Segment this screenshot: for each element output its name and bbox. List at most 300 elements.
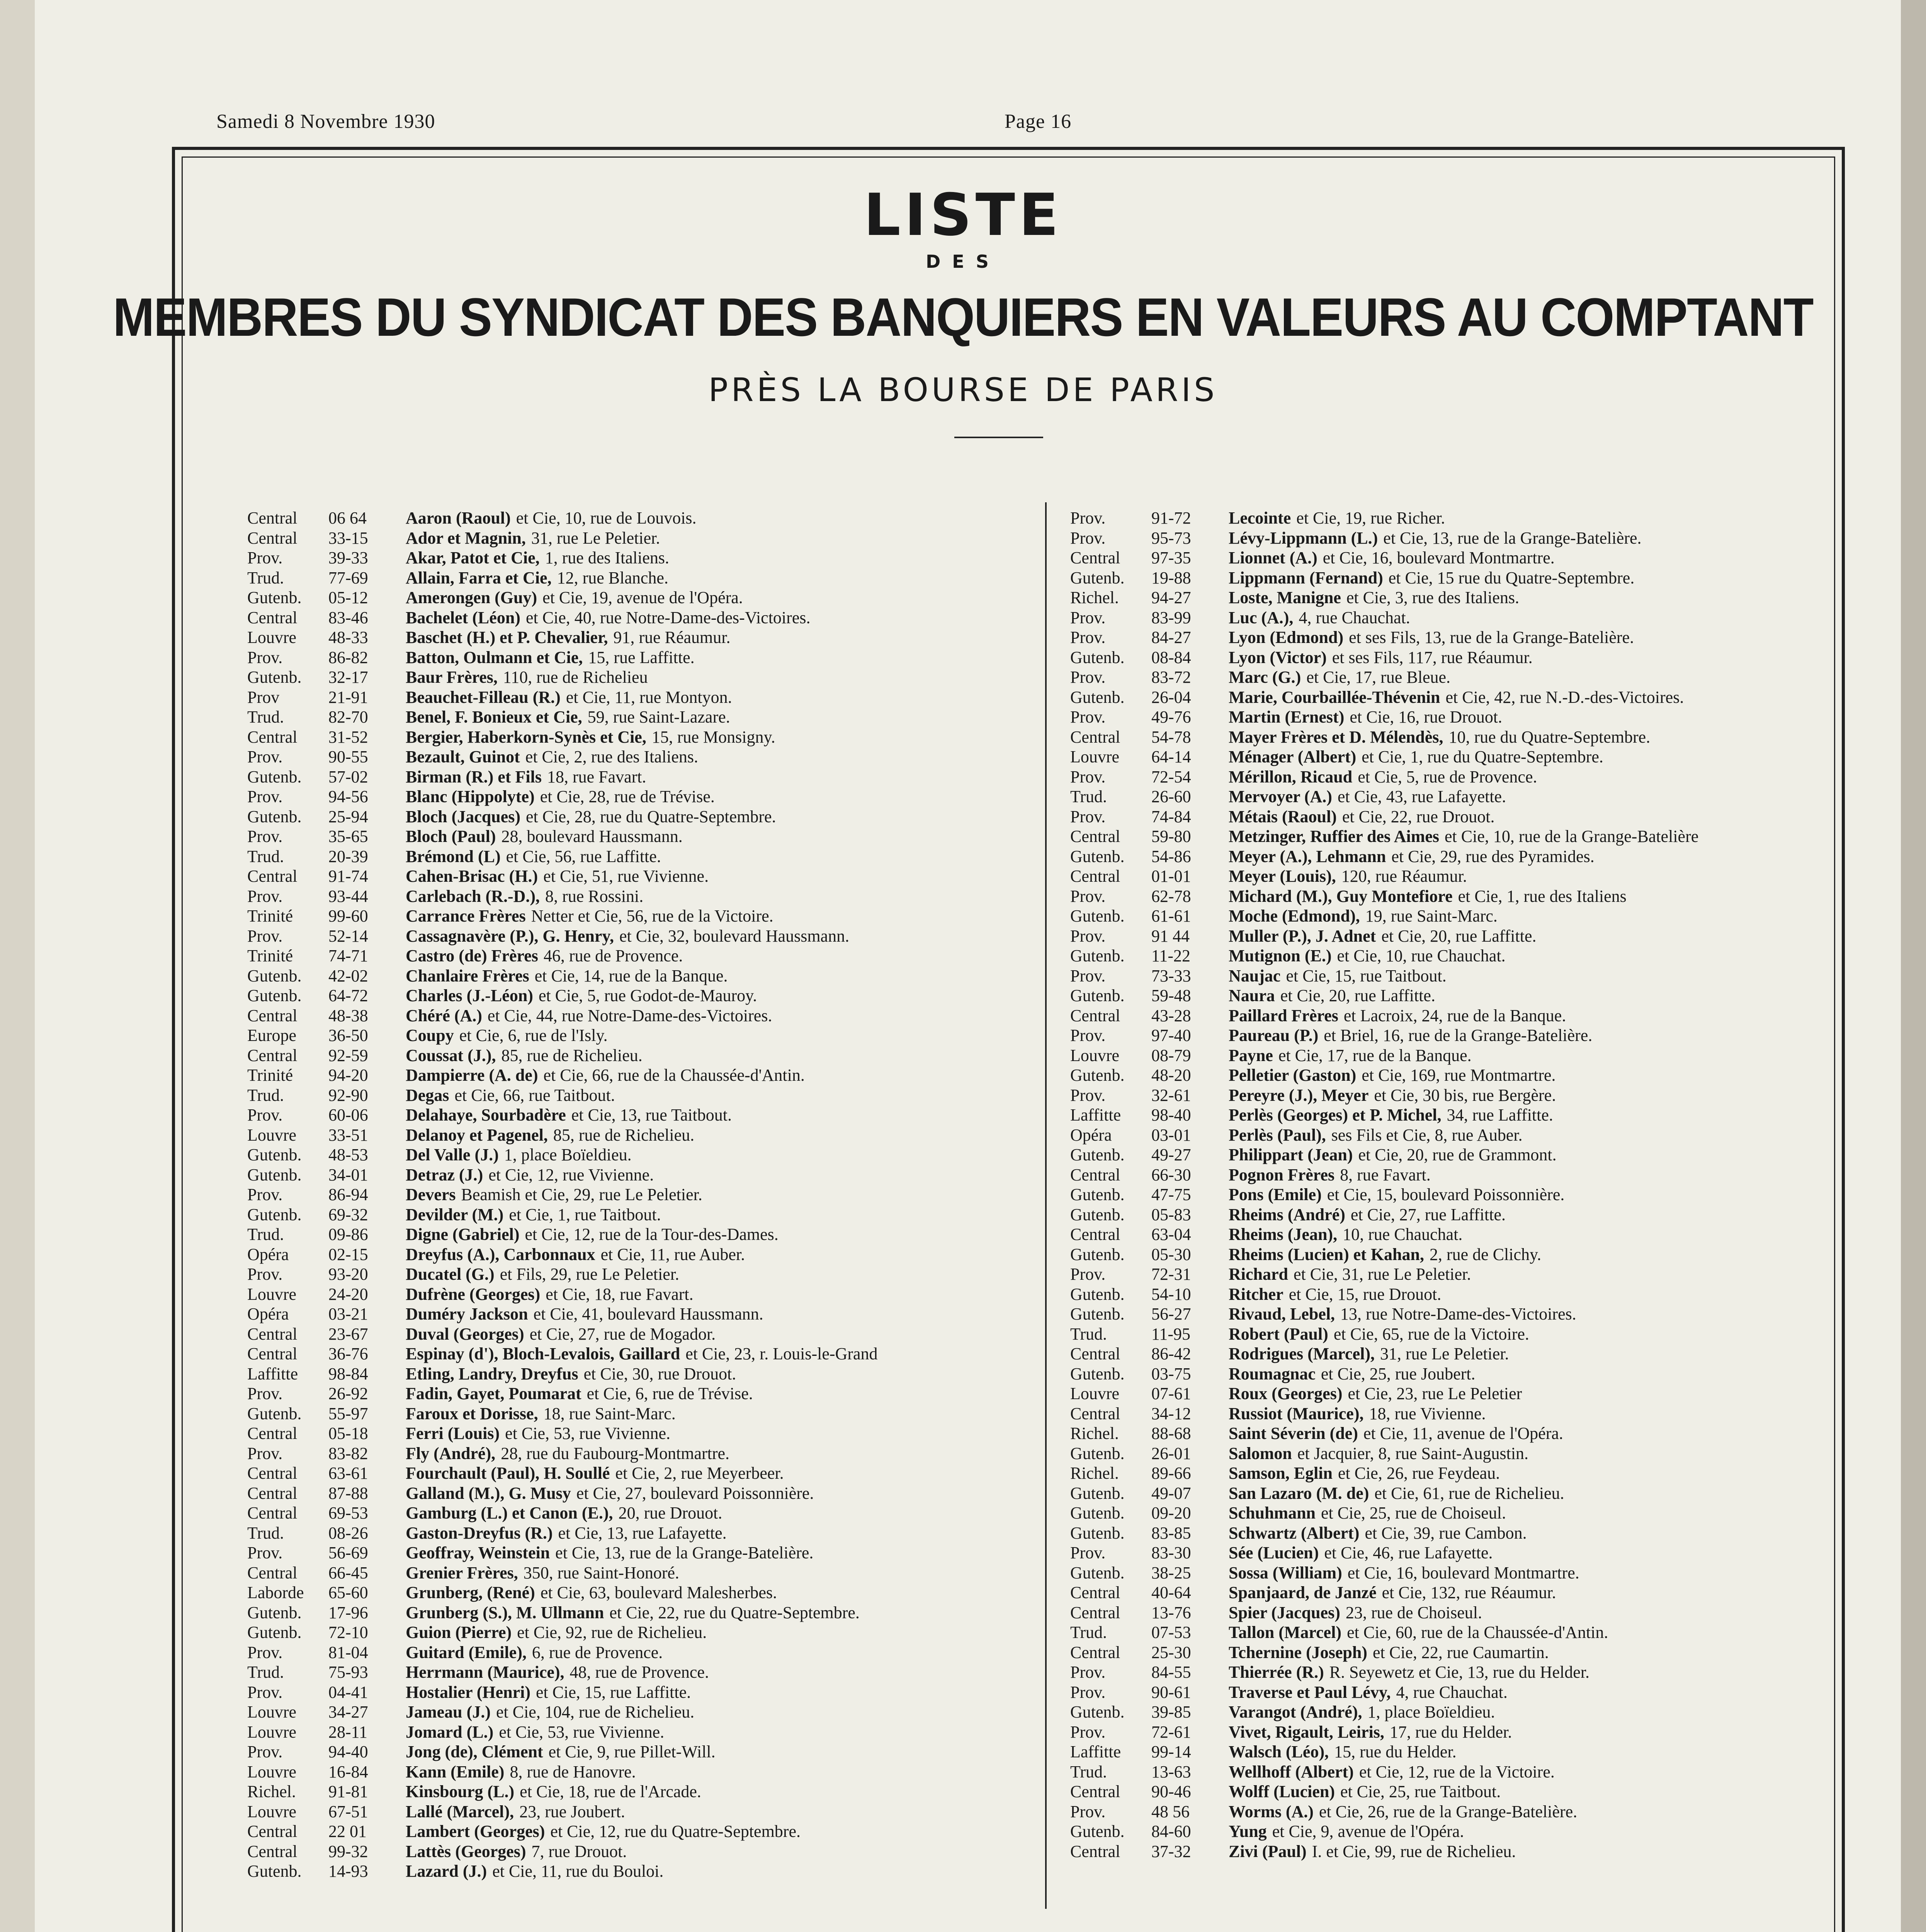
member-address: et Cie, 9, avenue de l'Opéra. xyxy=(1272,1822,1464,1841)
member-address: et Cie, 28, rue de Trévise. xyxy=(540,787,715,806)
phone-number: 09-20 xyxy=(1151,1503,1191,1522)
member-address: et Cie, 104, rue de Richelieu. xyxy=(496,1702,695,1721)
exchange: Laffitte xyxy=(1070,1742,1121,1761)
phone-number: 05-18 xyxy=(328,1424,368,1443)
exchange: Prov. xyxy=(247,926,283,946)
exchange: Gutenb. xyxy=(247,966,302,985)
member-address: Beamish et Cie, 29, rue Le Peletier. xyxy=(461,1185,702,1204)
member-name: Schwartz (Albert) xyxy=(1229,1523,1360,1543)
member-address: 350, rue Saint-Honoré. xyxy=(523,1563,680,1582)
phone-number: 77-69 xyxy=(328,568,368,587)
phone-number: 66-30 xyxy=(1151,1165,1191,1184)
phone-number: 86-42 xyxy=(1151,1344,1191,1363)
exchange: Prov. xyxy=(1070,707,1106,726)
member-address: et Cie, 42, rue N.-D.-des-Victoires. xyxy=(1445,687,1684,707)
member-address: 15, rue Laffitte. xyxy=(588,648,695,667)
member-address: et Cie, 13, rue Lafayette. xyxy=(558,1523,727,1543)
phone-number: 11-95 xyxy=(1151,1324,1191,1344)
member-address: et Cie, 12, rue Vivienne. xyxy=(488,1165,654,1184)
member-row xyxy=(247,1384,878,1404)
phone-number: 59-48 xyxy=(1151,986,1191,1005)
member-name: San Lazaro (M. de) xyxy=(1229,1483,1369,1503)
exchange: Laffitte xyxy=(1070,1105,1121,1124)
member-address: 1, place Boïeldieu. xyxy=(1367,1702,1495,1721)
member-name: Naujac xyxy=(1229,966,1281,985)
exchange: Trud. xyxy=(1070,1324,1107,1344)
member-row xyxy=(247,1125,878,1145)
exchange: Central xyxy=(247,1424,297,1443)
member-row xyxy=(1070,1225,1698,1245)
phone-number: 03-21 xyxy=(328,1304,368,1323)
member-name: Métais (Raoul) xyxy=(1229,807,1337,826)
member-address: Netter et Cie, 56, rue de la Victoire. xyxy=(531,906,773,925)
member-address: et Cie, 27, rue de Mogador. xyxy=(529,1324,716,1344)
member-name: Rheims (André) xyxy=(1229,1205,1345,1224)
member-row xyxy=(1070,886,1698,906)
exchange: Gutenb. xyxy=(1070,1245,1125,1264)
phone-number: 39-85 xyxy=(1151,1702,1191,1721)
phone-number: 23-67 xyxy=(328,1324,368,1344)
member-address: et Cie, 169, rue Montmartre. xyxy=(1362,1066,1556,1085)
exchange: Central xyxy=(1070,1006,1120,1025)
member-name: Rheims (Lucien) et Kahan, xyxy=(1229,1245,1424,1264)
member-name: Salomon xyxy=(1229,1444,1292,1463)
exchange: Prov. xyxy=(1070,767,1106,786)
phone-number: 42-02 xyxy=(328,966,368,985)
member-address: et Cie, 1, rue Taitbout. xyxy=(509,1205,661,1224)
exchange: Prov. xyxy=(247,1384,283,1403)
exchange: Trud. xyxy=(247,847,284,866)
exchange: Central xyxy=(247,1464,297,1483)
exchange: Central xyxy=(247,727,297,747)
member-address: et Cie, 15, boulevard Poissonnière. xyxy=(1327,1185,1565,1204)
member-row xyxy=(247,1762,878,1782)
phone-number: 49-27 xyxy=(1151,1145,1191,1164)
exchange: Gutenb. xyxy=(1070,986,1125,1005)
title-main: MEMBRES DU SYNDICAT DES BANQUIERS EN VALEURS AU COMPTANT xyxy=(113,287,1813,347)
member-name: Chéré (A.) xyxy=(406,1006,482,1025)
member-address: 46, rue de Provence. xyxy=(543,946,683,965)
phone-number: 05-30 xyxy=(1151,1245,1191,1264)
member-address: 85, rue de Richelieu. xyxy=(501,1046,643,1065)
member-row xyxy=(247,1643,878,1663)
exchange: Gutenb. xyxy=(1070,946,1125,965)
member-name: Perlès (Paul), xyxy=(1229,1125,1326,1145)
phone-number: 72-61 xyxy=(1151,1722,1191,1742)
member-row xyxy=(247,1861,878,1881)
member-name: Mérillon, Ricaud xyxy=(1229,767,1353,786)
phone-number: 03-75 xyxy=(1151,1364,1191,1383)
member-row xyxy=(1070,1423,1698,1444)
member-row xyxy=(1070,1643,1698,1663)
member-row xyxy=(1070,1304,1698,1324)
member-name: Marc (G.) xyxy=(1229,668,1301,687)
member-address: et Cie, 2, rue des Italiens. xyxy=(525,747,698,766)
member-address: 1, rue des Italiens. xyxy=(545,548,669,567)
member-address: 23, rue Joubert. xyxy=(519,1802,625,1821)
member-address: et Cie, 17, rue Bleue. xyxy=(1306,668,1450,687)
phone-number: 17-96 xyxy=(328,1603,368,1622)
member-name: Galland (M.), G. Musy xyxy=(406,1483,571,1503)
exchange: Gutenb. xyxy=(247,1623,302,1642)
phone-number: 63-04 xyxy=(1151,1225,1191,1244)
exchange: Gutenb. xyxy=(1070,1822,1125,1841)
member-address: 28, boulevard Haussmann. xyxy=(501,827,683,846)
member-row xyxy=(247,1344,878,1364)
phone-number: 97-35 xyxy=(1151,548,1191,567)
member-name: Faroux et Dorisse, xyxy=(406,1404,538,1423)
member-row xyxy=(1070,1205,1698,1225)
exchange: Opéra xyxy=(247,1304,289,1323)
member-row xyxy=(1070,1264,1698,1284)
phone-number: 75-93 xyxy=(328,1663,368,1682)
member-address: et Cie, 66, rue de la Chaussée-d'Antin. xyxy=(543,1066,805,1085)
exchange: Trud. xyxy=(247,1523,284,1543)
phone-number: 98-40 xyxy=(1151,1105,1191,1124)
member-address: et Cie, 15 rue du Quatre-Septembre. xyxy=(1388,568,1635,587)
member-row xyxy=(1070,1583,1698,1603)
member-row xyxy=(247,926,878,946)
member-row xyxy=(1070,767,1698,787)
member-address: et Cie, 22, rue Drouot. xyxy=(1342,807,1495,826)
exchange: Prov. xyxy=(1070,668,1106,687)
member-name: Espinay (d'), Bloch-Levalois, Gaillard xyxy=(406,1344,680,1363)
member-row xyxy=(1070,847,1698,867)
member-row xyxy=(1070,1026,1698,1046)
column-divider xyxy=(1045,502,1047,1909)
exchange: Prov. xyxy=(1070,807,1106,826)
exchange: Prov. xyxy=(247,1682,283,1702)
exchange: Gutenb. xyxy=(1070,1503,1125,1522)
member-name: Lattès (Georges) xyxy=(406,1842,526,1861)
member-address: et Cie, 13, rue de la Grange-Batelière. xyxy=(555,1543,814,1562)
member-name: Lippmann (Fernand) xyxy=(1229,568,1383,587)
member-row xyxy=(247,787,878,807)
exchange: Central xyxy=(1070,727,1120,747)
exchange: Central xyxy=(1070,1782,1120,1801)
member-address: et Cie, 25, rue Joubert. xyxy=(1321,1364,1476,1383)
member-name: Devilder (M.) xyxy=(406,1205,504,1224)
phone-number: 90-46 xyxy=(1151,1782,1191,1801)
phone-number: 82-70 xyxy=(328,707,368,726)
phone-number: 14-93 xyxy=(328,1862,368,1881)
member-name: Loste, Manigne xyxy=(1229,588,1341,607)
exchange: Gutenb. xyxy=(1070,1563,1125,1582)
member-name: Yung xyxy=(1229,1822,1267,1841)
exchange: Central xyxy=(247,608,297,627)
exchange: Gutenb. xyxy=(1070,906,1125,925)
member-name: Marie, Courbaillée-Thévenin xyxy=(1229,687,1440,707)
member-name: Fourchault (Paul), H. Soullé xyxy=(406,1464,610,1483)
member-address: 91, rue Réaumur. xyxy=(613,628,731,647)
member-name: Payne xyxy=(1229,1046,1273,1065)
member-name: Cassagnavère (P.), G. Henry, xyxy=(406,926,614,946)
member-name: Guion (Pierre) xyxy=(406,1623,512,1642)
member-name: Russiot (Maurice), xyxy=(1229,1404,1364,1423)
member-row xyxy=(1070,807,1698,827)
exchange: Prov. xyxy=(247,886,283,906)
member-row xyxy=(1070,1384,1698,1404)
member-name: Batton, Oulmann et Cie, xyxy=(406,648,583,667)
exchange: Gutenb. xyxy=(1070,1284,1125,1304)
member-name: Meyer (Louis), xyxy=(1229,867,1336,886)
phone-number: 40-64 xyxy=(1151,1583,1191,1602)
exchange: Central xyxy=(1070,1344,1120,1363)
phone-number: 66-45 xyxy=(328,1563,368,1582)
exchange: Gutenb. xyxy=(247,1404,302,1423)
member-row xyxy=(1070,1722,1698,1742)
phone-number: 37-32 xyxy=(1151,1842,1191,1861)
member-name: Rivaud, Lebel, xyxy=(1229,1304,1335,1323)
exchange: Richel. xyxy=(1070,1464,1119,1483)
phone-number: 88-68 xyxy=(1151,1424,1191,1443)
exchange: Gutenb. xyxy=(1070,1304,1125,1323)
member-row xyxy=(247,588,878,608)
member-name: Herrmann (Maurice), xyxy=(406,1663,564,1682)
phone-number: 56-27 xyxy=(1151,1304,1191,1323)
member-row xyxy=(247,1185,878,1205)
member-name: Paillard Frères xyxy=(1229,1006,1338,1025)
exchange: Trud. xyxy=(1070,1623,1107,1642)
phone-number: 26-92 xyxy=(328,1384,368,1403)
member-row xyxy=(1070,608,1698,628)
phone-number: 25-94 xyxy=(328,807,368,826)
member-address: et Fils, 29, rue Le Peletier. xyxy=(500,1265,680,1284)
exchange: Central xyxy=(1070,1842,1120,1861)
member-address: 12, rue Blanche. xyxy=(557,568,668,587)
member-name: Benel, F. Bonieux et Cie, xyxy=(406,707,582,726)
exchange: Gutenb. xyxy=(247,986,302,1005)
exchange: Gutenb. xyxy=(1070,1205,1125,1224)
member-name: Naura xyxy=(1229,986,1275,1005)
exchange: Richel. xyxy=(1070,1424,1119,1443)
phone-number: 26-60 xyxy=(1151,787,1191,806)
exchange: Europe xyxy=(247,1026,297,1045)
exchange: Prov. xyxy=(1070,1265,1106,1284)
member-address: et Cie, 22, rue Caumartin. xyxy=(1372,1643,1549,1662)
member-name: Richard xyxy=(1229,1265,1288,1284)
exchange: Trud. xyxy=(247,1225,284,1244)
member-address: et Cie, 30, rue Drouot. xyxy=(583,1364,736,1383)
member-name: Gamburg (L.) et Canon (E.), xyxy=(406,1503,613,1522)
member-address: et Cie, 13, rue Taitbout. xyxy=(571,1105,732,1124)
member-row xyxy=(247,966,878,986)
phone-number: 65-60 xyxy=(328,1583,368,1602)
member-row xyxy=(247,1821,878,1842)
phone-number: 54-10 xyxy=(1151,1284,1191,1304)
exchange: Prov. xyxy=(247,787,283,806)
member-address: 110, rue de Richelieu xyxy=(503,668,648,687)
exchange: Gutenb. xyxy=(247,807,302,826)
exchange: Louvre xyxy=(247,1722,297,1742)
member-address: et Cie, 11, rue Auber. xyxy=(600,1245,745,1264)
member-address: et Cie, 26, rue de la Grange-Batelière. xyxy=(1319,1802,1578,1821)
member-name: Martin (Ernest) xyxy=(1229,707,1345,726)
exchange: Laborde xyxy=(247,1583,304,1602)
member-name: Jomard (L.) xyxy=(406,1722,494,1742)
member-address: et Jacquier, 8, rue Saint-Augustin. xyxy=(1297,1444,1529,1463)
exchange: Prov. xyxy=(1070,1543,1106,1562)
member-name: Brémond (L) xyxy=(406,847,501,866)
phone-number: 99-32 xyxy=(328,1842,368,1861)
member-address: et Cie, 25, rue de Choiseul. xyxy=(1321,1503,1506,1522)
member-row xyxy=(1070,1503,1698,1523)
member-address: et Cie, 11, rue Montyon. xyxy=(566,687,732,707)
member-row xyxy=(1070,568,1698,588)
member-name: Thierrée (R.) xyxy=(1229,1663,1324,1682)
member-row xyxy=(1070,548,1698,568)
member-row xyxy=(1070,1324,1698,1344)
exchange: Louvre xyxy=(1070,747,1120,766)
member-row xyxy=(247,807,878,827)
member-row xyxy=(1070,1085,1698,1105)
exchange: Louvre xyxy=(247,1762,297,1781)
exchange: Prov. xyxy=(1070,1085,1106,1105)
phone-number: 83-85 xyxy=(1151,1523,1191,1543)
phone-number: 92-59 xyxy=(328,1046,368,1065)
exchange: Central xyxy=(247,509,297,527)
member-name: Pons (Emile) xyxy=(1229,1185,1322,1204)
title-des: DES xyxy=(926,251,1000,272)
member-name: Lionnet (A.) xyxy=(1229,548,1317,567)
member-row xyxy=(247,1423,878,1444)
exchange: Gutenb. xyxy=(1070,1185,1125,1204)
exchange: Trud. xyxy=(247,568,284,587)
member-row xyxy=(247,1225,878,1245)
exchange: Central xyxy=(1070,1225,1120,1244)
member-row xyxy=(247,1264,878,1284)
phone-number: 48 56 xyxy=(1151,1802,1190,1821)
member-name: Baschet (H.) et P. Chevalier, xyxy=(406,628,608,647)
phone-number: 06 64 xyxy=(328,509,367,527)
exchange: Prov. xyxy=(1070,1026,1106,1045)
phone-number: 08-79 xyxy=(1151,1046,1191,1065)
member-address: et Cie, 51, rue Vivienne. xyxy=(543,867,709,886)
member-name: Grunberg (S.), M. Ullmann xyxy=(406,1603,604,1622)
phone-number: 01-01 xyxy=(1151,867,1191,886)
member-address: 1, place Boïeldieu. xyxy=(504,1145,632,1164)
phone-number: 22 01 xyxy=(328,1822,367,1841)
phone-number: 94-20 xyxy=(328,1066,368,1085)
member-name: Guitard (Emile), xyxy=(406,1643,527,1662)
member-address: R. Seyewetz et Cie, 13, rue du Helder. xyxy=(1329,1663,1590,1682)
member-row xyxy=(1070,1682,1698,1702)
member-name: Coupy xyxy=(406,1026,454,1045)
member-name: Jameau (J.) xyxy=(406,1702,491,1721)
phone-number: 81-04 xyxy=(328,1643,368,1662)
exchange: Laffitte xyxy=(247,1364,298,1383)
member-address: 10, rue du Quatre-Septembre. xyxy=(1448,727,1651,747)
member-address: et Cie, 1, rue des Italiens xyxy=(1458,886,1627,906)
member-address: et Cie, 9, rue Pillet-Will. xyxy=(548,1742,716,1761)
exchange: Central xyxy=(1070,1603,1120,1622)
member-name: Ferri (Louis) xyxy=(406,1424,500,1443)
member-row xyxy=(247,1523,878,1543)
member-name: Carrance Frères xyxy=(406,906,526,925)
member-name: Devers xyxy=(406,1185,456,1204)
member-name: Zivi (Paul) xyxy=(1229,1842,1307,1861)
phone-number: 13-63 xyxy=(1151,1762,1191,1781)
phone-number: 34-12 xyxy=(1151,1404,1191,1423)
exchange: Prov. xyxy=(1070,528,1106,548)
exchange: Louvre xyxy=(247,1125,297,1145)
phone-number: 35-65 xyxy=(328,827,368,846)
member-row xyxy=(1070,1483,1698,1503)
member-name: Carlebach (R.-D.), xyxy=(406,886,540,906)
member-row xyxy=(1070,727,1698,747)
phone-number: 90-61 xyxy=(1151,1682,1191,1702)
member-address: 8, rue Rossini. xyxy=(545,886,644,906)
member-row xyxy=(247,727,878,747)
phone-number: 72-10 xyxy=(328,1623,368,1642)
phone-number: 24-20 xyxy=(328,1284,368,1304)
phone-number: 99-14 xyxy=(1151,1742,1191,1761)
member-address: et Cie, 20, rue Laffitte. xyxy=(1280,986,1435,1005)
phone-number: 83-46 xyxy=(328,608,368,627)
member-name: Charles (J.-Léon) xyxy=(406,986,533,1005)
member-address: et Cie, 53, rue Vivienne. xyxy=(505,1424,671,1443)
member-row xyxy=(1070,667,1698,687)
member-row xyxy=(1070,1523,1698,1543)
exchange: Prov. xyxy=(1070,628,1106,647)
member-name: Worms (A.) xyxy=(1229,1802,1314,1821)
member-row xyxy=(1070,966,1698,986)
member-row xyxy=(1070,1105,1698,1125)
member-address: 18, rue Favart. xyxy=(547,767,646,786)
member-address: 15, rue du Helder. xyxy=(1334,1742,1457,1761)
member-address: 120, rue Réaumur. xyxy=(1341,867,1467,886)
exchange: Richel. xyxy=(1070,588,1119,607)
member-name: Bachelet (Léon) xyxy=(406,608,520,627)
phone-number: 64-72 xyxy=(328,986,368,1005)
phone-number: 74-71 xyxy=(328,946,368,965)
member-address: et Cie, 12, rue de la Tour-des-Dames. xyxy=(525,1225,779,1244)
phone-number: 69-53 xyxy=(328,1503,368,1522)
phone-number: 91 44 xyxy=(1151,926,1190,946)
exchange: Central xyxy=(1070,867,1120,886)
phone-number: 47-75 xyxy=(1151,1185,1191,1204)
phone-number: 99-60 xyxy=(328,906,368,925)
phone-number: 13-76 xyxy=(1151,1603,1191,1622)
member-address: et Cie, 63, boulevard Malesherbes. xyxy=(540,1583,777,1602)
exchange: Prov. xyxy=(1070,1663,1106,1682)
exchange: Gutenb. xyxy=(1070,687,1125,707)
member-name: Muller (P.), J. Adnet xyxy=(1229,926,1376,946)
member-name: Jong (de), Clément xyxy=(406,1742,543,1761)
member-row xyxy=(247,1782,878,1802)
member-row xyxy=(1070,1782,1698,1802)
phone-number: 83-72 xyxy=(1151,668,1191,687)
exchange: Gutenb. xyxy=(1070,648,1125,667)
member-row xyxy=(247,1722,878,1742)
phone-number: 94-40 xyxy=(328,1742,368,1761)
member-address: 23, rue de Choiseul. xyxy=(1345,1603,1482,1622)
exchange: Gutenb. xyxy=(1070,568,1125,587)
member-name: Dampierre (A. de) xyxy=(406,1066,538,1085)
member-name: Coussat (J.), xyxy=(406,1046,496,1065)
member-name: Moche (Edmond), xyxy=(1229,906,1360,925)
phone-number: 55-97 xyxy=(328,1404,368,1423)
phone-number: 87-88 xyxy=(328,1483,368,1503)
member-row xyxy=(1070,1821,1698,1842)
phone-number: 63-61 xyxy=(328,1464,368,1483)
exchange: Louvre xyxy=(247,1702,297,1721)
member-address: et Cie, 10, rue de Louvois. xyxy=(516,509,697,527)
member-row xyxy=(1070,1463,1698,1483)
member-name: Pereyre (J.), Meyer xyxy=(1229,1085,1369,1105)
member-name: Traverse et Paul Lévy, xyxy=(1229,1682,1391,1702)
member-row xyxy=(1070,1622,1698,1643)
